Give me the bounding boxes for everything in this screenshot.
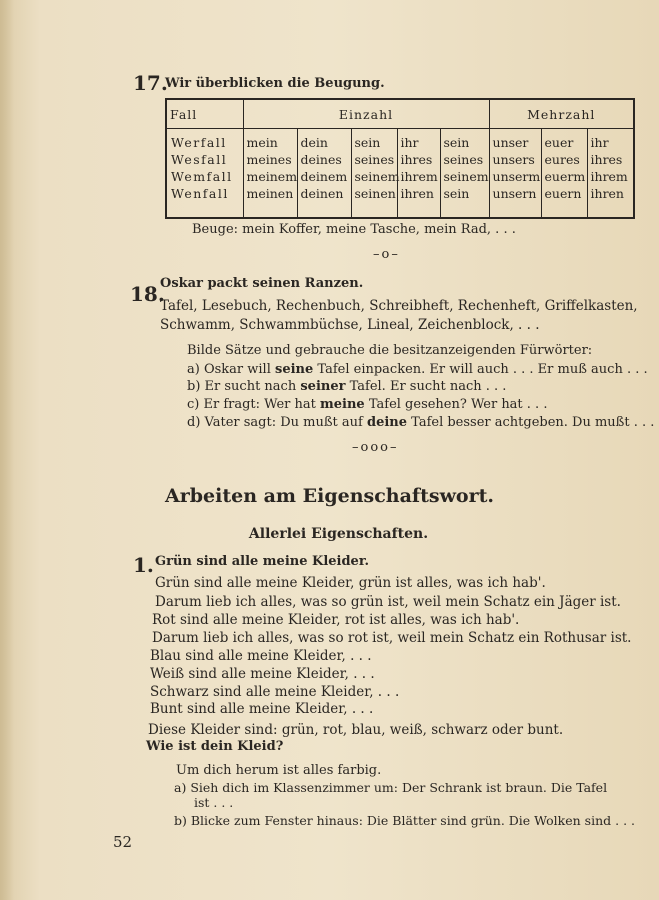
table-column-sein-neuter bbox=[440, 129, 489, 219]
table-cell: sein bbox=[443, 135, 470, 150]
table-column-unser bbox=[489, 129, 541, 219]
table-cell: euerm bbox=[544, 169, 586, 184]
table-header-mehrzahl: Mehrzahl bbox=[489, 99, 634, 129]
poem-line: Darum lieb ich alles, was so grün ist, weil mein Schatz ein Jäger ist. bbox=[155, 594, 621, 610]
exercise-18-items-line2: Schwamm, Schwammbüchse, Lineal, Zeichenblock, . . . bbox=[160, 317, 540, 333]
item-text: Tafel besser achtgeben. Du mußt . . . bbox=[411, 415, 655, 430]
item-label: d) bbox=[187, 415, 201, 430]
exercise-18-title: Oskar packt seinen Ranzen. bbox=[160, 276, 364, 291]
exercise-18-number: 18. bbox=[130, 282, 165, 306]
exercise-1-item-b bbox=[174, 813, 635, 828]
item-text: Sieh dich im Klassenzimmer um: Der Schrank ist braun. Die Tafel bbox=[190, 780, 608, 795]
table-column-ihr-plural bbox=[587, 129, 634, 219]
table-cell: ihren bbox=[400, 186, 434, 201]
exercise-1-title: Grün sind alle meine Kleider. bbox=[155, 554, 370, 569]
table-column-ihr bbox=[397, 129, 440, 219]
table-cell: unserm bbox=[492, 169, 541, 184]
poem-line: Grün sind alle meine Kleider, grün ist alles, was ich hab'. bbox=[155, 575, 546, 591]
item-label: a) bbox=[187, 362, 200, 377]
exercise-1-item-a bbox=[174, 780, 607, 795]
exercise-1-number: 1. bbox=[133, 553, 154, 577]
table-cell: ihrem bbox=[590, 169, 628, 184]
exercise-1-intro: Um dich herum ist alles farbig. bbox=[176, 763, 382, 778]
item-text: Oskar will bbox=[203, 362, 271, 377]
exercise-1-question: Wie ist dein Kleid? bbox=[146, 739, 284, 754]
exercise-18-item-b bbox=[187, 379, 506, 394]
item-emphasis: meine bbox=[320, 397, 365, 412]
separator-2: –ooo– bbox=[352, 440, 399, 455]
item-label: b) bbox=[187, 379, 201, 394]
poem-line: Blau sind alle meine Kleider, . . . bbox=[150, 648, 372, 664]
table-column-euer bbox=[541, 129, 587, 219]
exercise-18-item-c bbox=[187, 397, 547, 412]
poem-line: Darum lieb ich alles, was so rot ist, weil mein Schatz ein Rothusar ist. bbox=[152, 630, 632, 646]
item-label: b) bbox=[174, 813, 187, 828]
item-text: Er fragt: Wer hat bbox=[203, 397, 316, 412]
table-cell: unsern bbox=[492, 186, 537, 201]
item-emphasis: seine bbox=[275, 362, 314, 377]
table-cell: seinem bbox=[354, 169, 400, 184]
case-label: Wemfall bbox=[171, 169, 233, 184]
case-label: Wesfall bbox=[171, 152, 228, 167]
table-cell: deinem bbox=[300, 169, 348, 184]
table-column-dein bbox=[297, 129, 351, 219]
table-cell: ihren bbox=[590, 186, 624, 201]
table-cell: sein bbox=[443, 186, 470, 201]
table-cases-cell bbox=[166, 129, 243, 219]
table-cell: sein bbox=[354, 135, 381, 150]
poem-line: Diese Kleider sind: grün, rot, blau, weiß, schwarz oder bunt. bbox=[148, 722, 564, 738]
case-label: Wenfall bbox=[171, 186, 229, 201]
poem-line: Rot sind alle meine Kleider, rot ist alles, was ich hab'. bbox=[152, 612, 520, 628]
item-label: c) bbox=[187, 397, 200, 412]
table-cell: mein bbox=[246, 135, 278, 150]
item-emphasis: deine bbox=[366, 415, 408, 430]
table-cell: euer bbox=[544, 135, 574, 150]
item-emphasis: seiner bbox=[300, 379, 346, 394]
table-cell: seines bbox=[354, 152, 395, 167]
table-header-fall: Fall bbox=[166, 99, 243, 129]
table-cell: meinen bbox=[246, 186, 294, 201]
item-text: Er sucht nach bbox=[204, 379, 297, 394]
item-text: Tafel. Er sucht nach . . . bbox=[349, 379, 507, 394]
exercise-18-item-a bbox=[187, 362, 648, 377]
poem-line: Bunt sind alle meine Kleider, . . . bbox=[150, 701, 374, 717]
table-cell: deinen bbox=[300, 186, 344, 201]
table-cell: ihrem bbox=[400, 169, 438, 184]
exercise-18-instruction: Bilde Sätze und gebrauche die besitzanzeigenden Fürwörter: bbox=[187, 343, 593, 358]
table-cell: unser bbox=[492, 135, 529, 150]
table-cell: eures bbox=[544, 152, 580, 167]
table-cell: seinen bbox=[354, 186, 396, 201]
table-cell: ihres bbox=[590, 152, 623, 167]
table-column-sein bbox=[351, 129, 400, 219]
table-cell: unsers bbox=[492, 152, 535, 167]
page-spine-shadow bbox=[0, 0, 14, 900]
separator-1: –o– bbox=[373, 247, 400, 262]
table-cell: ihr bbox=[590, 135, 609, 150]
table-cell: euern bbox=[544, 186, 582, 201]
item-text: Tafel einpacken. Er will auch . . . Er muß auch . . . bbox=[317, 362, 648, 377]
exercise-1-item-a-cont: ist . . . bbox=[194, 795, 234, 810]
table-column-mein bbox=[243, 129, 297, 219]
table-cell: meines bbox=[246, 152, 292, 167]
poem-line: Weiß sind alle meine Kleider, . . . bbox=[150, 666, 375, 682]
exercise-18-items-line1: Tafel, Lesebuch, Rechenbuch, Schreibheft, Rechenheft, Griffelkasten, bbox=[160, 298, 638, 314]
page-number: 52 bbox=[113, 833, 133, 851]
table-cell: ihr bbox=[400, 135, 419, 150]
declension-table bbox=[165, 98, 635, 219]
table-cell: dein bbox=[300, 135, 328, 150]
section-subtitle: Allerlei Eigenschaften. bbox=[248, 526, 429, 542]
exercise-17-title: Wir überblicken die Beugung. bbox=[165, 76, 385, 91]
section-title: Arbeiten am Eigenschaftswort. bbox=[164, 485, 495, 507]
table-cell: deines bbox=[300, 152, 342, 167]
item-text: Tafel gesehen? Wer hat . . . bbox=[368, 397, 548, 412]
item-text: Vater sagt: Du mußt auf bbox=[204, 415, 363, 430]
table-cell: seinem bbox=[443, 169, 489, 184]
table-cell: meinem bbox=[246, 169, 298, 184]
exercise-18-item-d bbox=[187, 415, 654, 430]
poem-line: Schwarz sind alle meine Kleider, . . . bbox=[150, 684, 400, 700]
table-cell: ihres bbox=[400, 152, 433, 167]
item-text: Blicke zum Fenster hinaus: Die Blätter sind grün. Die Wolken sind . . . bbox=[190, 813, 635, 828]
exercise-17-number: 17. bbox=[133, 71, 168, 95]
case-label: Werfall bbox=[171, 135, 227, 150]
exercise-17-beuge: Beuge: mein Koffer, meine Tasche, mein Rad, . . . bbox=[192, 222, 516, 237]
table-cell: seines bbox=[443, 152, 484, 167]
table-header-einzahl: Einzahl bbox=[243, 99, 489, 129]
item-label: a) bbox=[174, 780, 187, 795]
